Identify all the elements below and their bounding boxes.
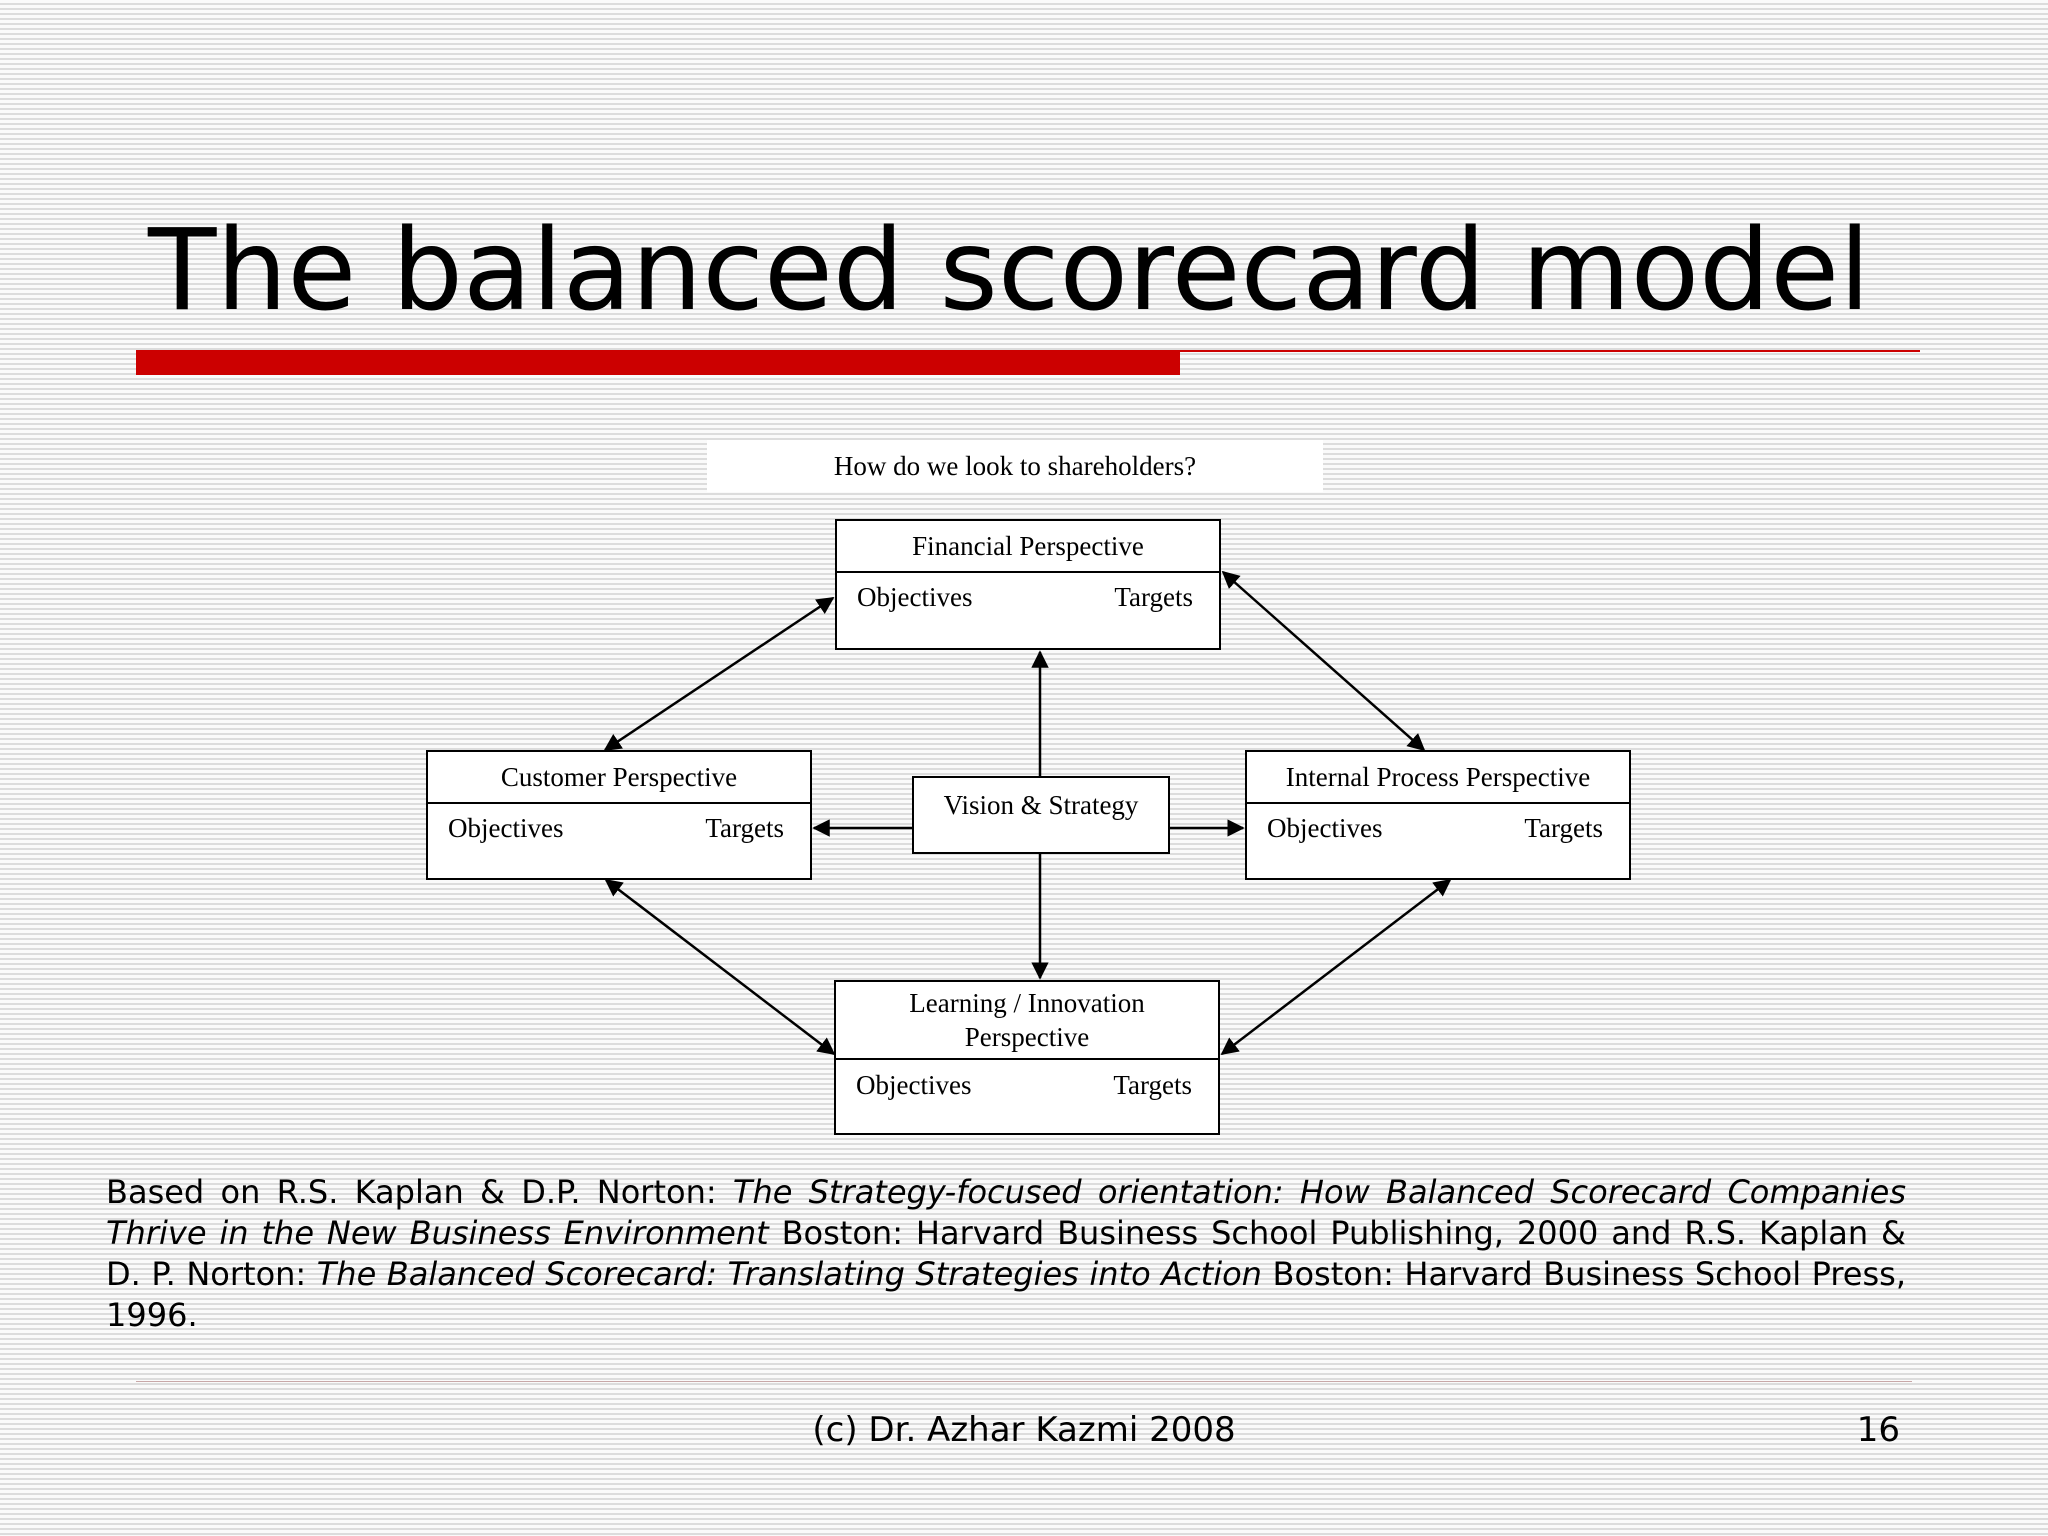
learning-title-line2: Perspective bbox=[964, 1022, 1090, 1052]
financial-objectives: Objectives bbox=[857, 582, 973, 612]
arrow-internal-learning bbox=[1222, 880, 1450, 1054]
financial-perspective-title: Financial Perspective bbox=[837, 521, 1219, 573]
vision-strategy-box: Vision & Strategy bbox=[912, 776, 1170, 854]
arrow-financial-internal bbox=[1223, 572, 1424, 750]
learning-targets: Targets bbox=[1113, 1070, 1192, 1100]
citation-suffix: Boston: Harvard Business School Press, 1996. bbox=[106, 1255, 1907, 1334]
citation-book1: The Strategy-focused orientation: How Balanced Scorecard Companies Thrive in the New Business Environment bbox=[106, 1173, 1907, 1252]
footer-copyright: (c) Dr. Azhar Kazmi 2008 bbox=[812, 1410, 1236, 1450]
page-number: 16 bbox=[1856, 1410, 1900, 1450]
citation bbox=[106, 1172, 1906, 1336]
citation-prefix: Based on R.S. Kaplan & D.P. Norton: bbox=[106, 1173, 733, 1211]
customer-objectives: Objectives bbox=[448, 813, 564, 843]
citation-middle: Boston: Harvard Business School Publishing, 2000 and R.S. Kaplan & D. P. Norton: bbox=[106, 1214, 1907, 1293]
learning-objectives: Objectives bbox=[856, 1070, 972, 1100]
internal-process-perspective-title: Internal Process Perspective bbox=[1247, 752, 1629, 804]
internal-objectives: Objectives bbox=[1267, 813, 1383, 843]
footer-divider bbox=[136, 1381, 1912, 1382]
customer-targets: Targets bbox=[705, 813, 784, 843]
financial-targets: Targets bbox=[1114, 582, 1193, 612]
arrow-customer-learning bbox=[606, 880, 834, 1054]
financial-question: How do we look to shareholders? bbox=[707, 440, 1323, 492]
slide-title: The balanced scorecard model bbox=[148, 206, 1871, 336]
citation-book2: The Balanced Scorecard: Translating Strategies into Action bbox=[316, 1255, 1262, 1293]
internal-targets: Targets bbox=[1524, 813, 1603, 843]
arrow-customer-financial bbox=[605, 598, 833, 750]
customer-perspective-title: Customer Perspective bbox=[428, 752, 810, 804]
learning-title-line1: Learning / Innovation bbox=[909, 988, 1145, 1018]
